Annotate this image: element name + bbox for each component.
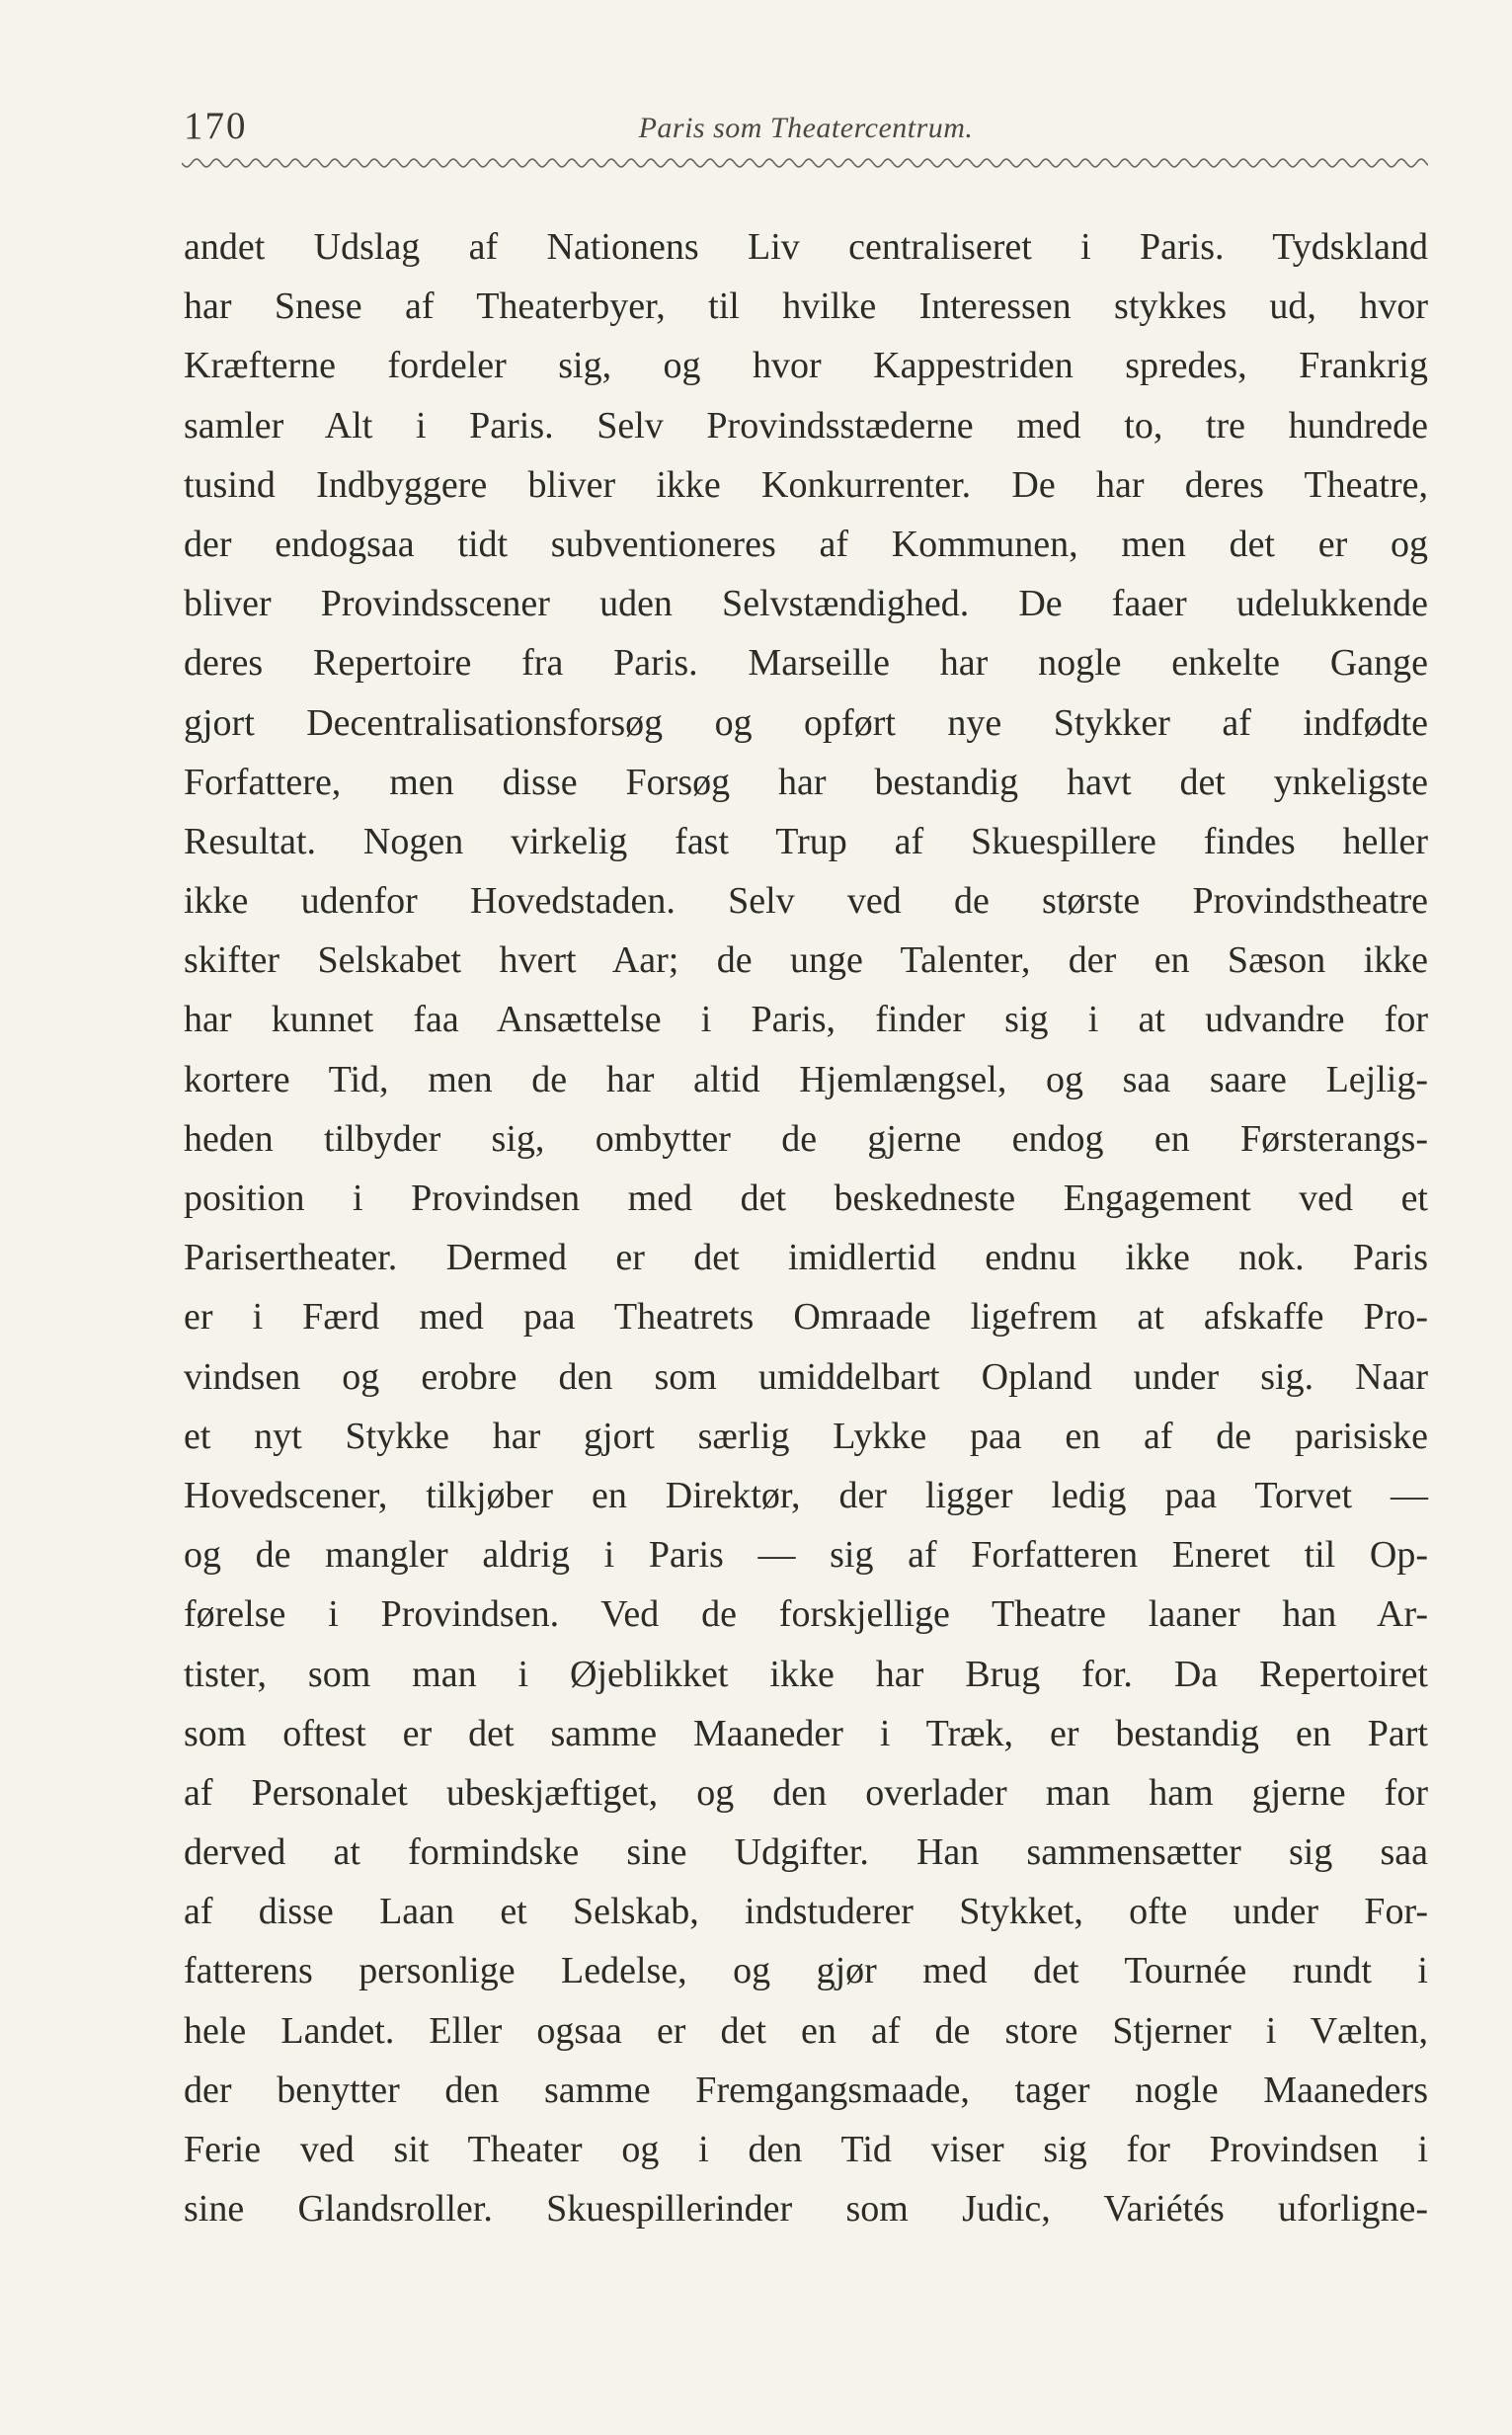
text-line: derved at formindske sine Udgifter. Han sammensætter sig saa xyxy=(184,1831,1428,1874)
text-line: der endogsaa tidt subventioneres af Kommunen, men det er og xyxy=(184,523,1428,565)
text-line: tister, som man i Øjeblikket ikke har Brug for. Da Repertoiret xyxy=(184,1653,1428,1695)
text-line: Forfattere, men disse Forsøg har bestandig havt det ynkeligste xyxy=(184,761,1428,803)
text-line: skifter Selskabet hvert Aar; de unge Talenter, der en Sæson ikke xyxy=(184,939,1428,982)
wavy-rule xyxy=(182,155,1428,171)
text-line: af disse Laan et Selskab, indstuderer Stykket, ofte under For- xyxy=(184,1891,1428,1933)
text-line: og de mangler aldrig i Paris — sig af Forfatteren Eneret til Op- xyxy=(184,1534,1428,1577)
text-line: hele Landet. Eller ogsaa er det en af de store Stjerner i Vælten, xyxy=(184,2009,1428,2052)
text-line: tusind Indbyggere bliver ikke Konkurrenter. De har deres Theatre, xyxy=(184,463,1428,506)
text-line: vindsen og erobre den som umiddelbart Opland under sig. Naar xyxy=(184,1355,1428,1398)
text-line: kortere Tid, men de har altid Hjemlængsel, og saa saare Lejlig- xyxy=(184,1058,1428,1100)
text-line: deres Repertoire fra Paris. Marseille har nogle enkelte Gange xyxy=(184,642,1428,685)
text-line: Kræfterne fordeler sig, og hvor Kappestriden spredes, Frankrig xyxy=(184,345,1428,387)
text-line: samler Alt i Paris. Selv Provindsstæderne med to, tre hundrede xyxy=(184,404,1428,446)
text-line: andet Udslag af Nationens Liv centraliseret i Paris. Tydskland xyxy=(184,226,1428,268)
text-line: førelse i Provindsen. Ved de forskjellige Theatre laaner han Ar- xyxy=(184,1593,1428,1636)
text-line: fatterens personlige Ledelse, og gjør med det Tournée rundt i xyxy=(184,1950,1428,1992)
text-line: et nyt Stykke har gjort særlig Lykke paa en af de parisiske xyxy=(184,1415,1428,1457)
text-line: Ferie ved sit Theater og i den Tid viser sig for Provindsen i xyxy=(184,2129,1428,2170)
page-header xyxy=(184,104,1428,153)
text-line: heden tilbyder sig, ombytter de gjerne endog en Førsterangs- xyxy=(184,1117,1428,1160)
body-text xyxy=(184,217,1428,2238)
text-line: sine Glandsroller. Skuespillerinder som Judic, Variétés uforligne- xyxy=(184,2188,1428,2231)
text-line: bliver Provindsscener uden Selvstændighed. De faaer udelukkende xyxy=(184,583,1428,625)
text-line: ikke udenfor Hovedstaden. Selv ved de største Provindstheatre xyxy=(184,880,1428,923)
text-line: som oftest er det samme Maaneder i Træk, er bestandig en Part xyxy=(184,1712,1428,1754)
text-line: Hovedscener, tilkjøber en Direktør, der ligger ledig paa Torvet — xyxy=(184,1474,1428,1516)
text-line: af Personalet ubeskjæftiget, og den overlader man ham gjerne for xyxy=(184,1771,1428,1814)
text-line: Parisertheater. Dermed er det imidlertid endnu ikke nok. Paris xyxy=(184,1237,1428,1279)
text-line: der benytter den samme Fremgangsmaade, tager nogle Maaneders xyxy=(184,2069,1428,2111)
text-line: gjort Decentralisationsforsøg og opført nye Stykker af indfødte xyxy=(184,701,1428,744)
text-line: har Snese af Theaterbyer, til hvilke Interessen stykkes ud, hvor xyxy=(184,285,1428,328)
text-line: Resultat. Nogen virkelig fast Trup af Skuespillere findes heller xyxy=(184,820,1428,862)
page-number: 170 xyxy=(184,105,248,147)
text-line: er i Færd med paa Theatrets Omraade ligefrem at afskaffe Pro- xyxy=(184,1296,1428,1339)
text-line: har kunnet faa Ansættelse i Paris, finder sig i at udvandre for xyxy=(184,999,1428,1041)
text-line: position i Provindsen med det beskedneste Engagement ved et xyxy=(184,1177,1428,1219)
header-ornament-rule xyxy=(182,155,1428,171)
running-title: Paris som Theatercentrum. xyxy=(638,112,974,144)
